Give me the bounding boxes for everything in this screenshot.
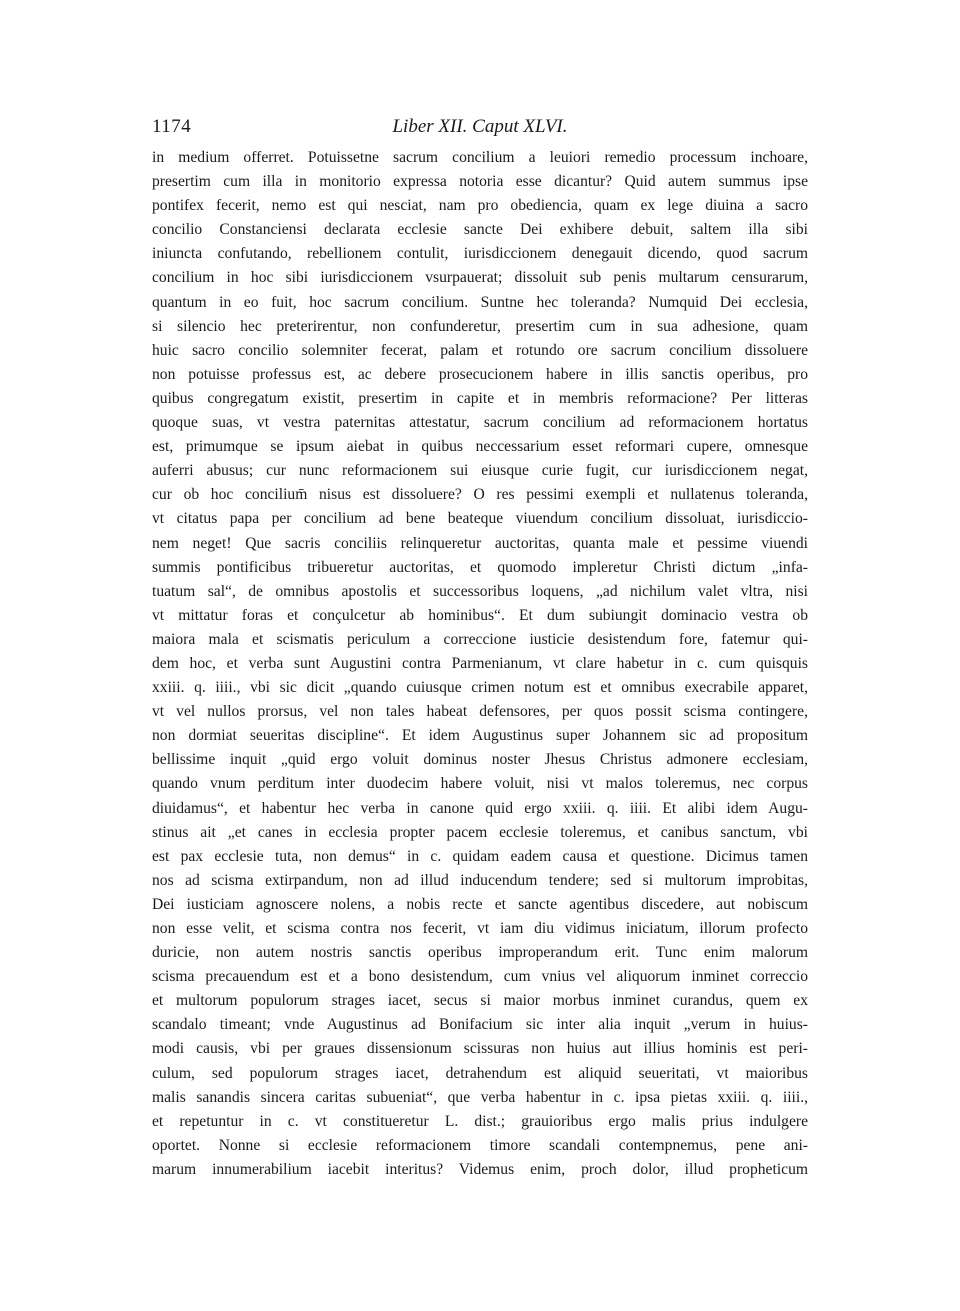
text-line: si silencio hec preterirentur, non confunderetur, presertim cum in sua adhesione, quam (152, 317, 808, 335)
text-line: et repetuntur in c. vt constitueretur L. dist.; grauioribus ergo malis prius indulgere (152, 1112, 808, 1130)
text-line: scisma precauendum est et a bono desistendum, cum vnius vel aliquorum inminet correccio (152, 968, 808, 986)
text-line: culum, sed populorum strages iacet, detrahendum est aliquid seueritati, vt maioribus (152, 1064, 808, 1082)
text-line: auferri abusus; cur nunc reformacionem sui eiusque curie fugit, cur iurisdiccionem negat, (152, 462, 808, 480)
text-line: presertim cum illa in monitorio expressa notoria esse dicantur? Quid autem summus ipse (152, 173, 808, 191)
text-line: quoque suas, vt vestra paternitas attestatur, sacrum concilium ad reformacionem hortatus (152, 414, 808, 432)
text-line: vt citatus papa per concilium ad bene beateque viuendum concilium dissoluat, iurisdiccio- (152, 510, 808, 528)
text-line: diuidamus“, et habentur hec verba in canone quid ergo xxiii. q. iiii. Et alibi idem Augu- (152, 799, 808, 817)
text-line: pontifex fecerit, nemo est qui nesciat, nam pro obediencia, quam ex lege diuina a sacro (152, 197, 808, 215)
text-line: quantum in eo fuit, hoc sacrum concilium. Suntne hec toleranda? Numquid Dei ecclesia, (152, 293, 808, 311)
text-line: quando vnum perditum inter duodecim habere voluit, nisi vt malos toleremus, nec corpus (152, 775, 808, 793)
text-line: cur ob hoc concilium̄ nisus est dissoluere? O res pessimi exempli et nullatenus toleranda, (152, 486, 808, 504)
text-line: et multorum populorum strages iacet, secus si maior morbus inminet curandus, quem ex (152, 992, 808, 1010)
text-line: iniuncta confutando, rebellionem contulit, iurisdiccionem denegauit dicendo, quod sacrum (152, 245, 808, 263)
text-line: non potuisse professus est, ac debere prosecucionem habere in illis sanctis operibus, pro (152, 365, 808, 383)
text-line: est, primumque se ipsum aiebat in quibus neccessarium esset reformari cupere, omnesque (152, 438, 808, 456)
text-line: nos ad scisma extirpandum, non ad illud inducendum tendere; sed si multorum improbitas, (152, 871, 808, 889)
text-line: nem neget! Que sacris conciliis relinqueretur auctoritas, quanta male et pessime viuendi (152, 534, 808, 552)
text-line: marum innumerabilium iacebit interitus? Videmus enim, proch dolor, illud propheticum (152, 1160, 808, 1178)
running-head: Liber XII. Caput XLVI. (392, 116, 568, 137)
text-line: tuatum sal“, de omnibus apostolis et successoribus loquens, „ad nichilum valet vltra, nisi (152, 582, 808, 600)
text-line: vt mittatur foras et conçulcetur ab hominibus“. Et dum subiungit dominacio vestra ob (152, 606, 808, 624)
text-line: oportet. Nonne si ecclesie reformacionem timore scandali contempnemus, pene ani- (152, 1136, 808, 1154)
text-line: stinus ait „et canes in ecclesia propter pacem ecclesie toleremus, et canibus sanctum, vbi (152, 823, 808, 841)
page-number: 1174 (152, 116, 192, 137)
text-line: dem hoc, et verba sunt Augustini contra Parmenianum, vt clare habetur in c. cum quisquis (152, 654, 808, 672)
text-line: concilium in hoc sibi iurisdiccionem vsurpauerat; dissoluit sub penis multarum censurarum, (152, 269, 808, 287)
text-line: est pax ecclesie tuta, non demus“ in c. quidam eadem causa et questione. Dicimus tamen (152, 847, 808, 865)
text-line: malis sanandis sincera caritas subueniat“, que verba habentur in c. ipsa pietas xxiii. q. iiii., (152, 1088, 808, 1106)
text-line: non dormiat seueritas discipline“. Et idem Augustinus super Johannem sic ad propositum (152, 727, 808, 745)
text-line: non esse velit, et scisma contra nos fecerit, vt iam diu vidimus iniciatum, illorum profecto (152, 920, 808, 937)
text-line: bellissime inquit „quid ergo voluit dominus noster Jhesus Christus admonere ecclesiam, (152, 751, 808, 769)
body-text (152, 146, 808, 1182)
text-line: quibus congregatum existit, presertim in capite et in membris reformacione? Per litteras (152, 389, 808, 407)
text-line: modi causis, vbi per graues dissensionum scissuras non huius aut illius hominis est peri- (152, 1040, 808, 1058)
page-header (152, 116, 808, 146)
text-line: in medium offerret. Potuissetne sacrum concilium a leuiori remedio processum inchoare, (152, 149, 808, 166)
text-line: concilio Constanciensi declarata ecclesie sancte Dei exhibere debuit, saltem illa sibi (152, 221, 808, 239)
text-line: Dei iusticiam agnoscere nolens, a nobis recte et sancte agentibus discedere, aut nobiscum (152, 895, 808, 913)
document-page (152, 116, 808, 1182)
text-line: xxiii. q. iiii., vbi sic dicit „quando cuiusque crimen notum est et omnibus execrabile apparet, (152, 679, 808, 697)
text-line: scandalo timeant; vnde Augustinus ad Bonifacium sic inter alia inquit „verum in huius- (152, 1016, 808, 1034)
text-line: huic sacro concilio solemniter fecerat, palam et rotundo ore sacrum concilium dissoluere (152, 341, 808, 359)
text-line: vt vel nullos prorsus, vel non tales habeat defensores, per quos possit scisma contingere, (152, 703, 808, 721)
text-line: summis pontificibus tribueretur auctoritas, et quomodo impleretur Christi dictum „infa- (152, 558, 808, 576)
text-line: duricie, non autem nostris sanctis operibus improperandum erit. Tunc enim malorum (152, 944, 808, 962)
text-line: maiora mala et scismatis periculum a correccione iusticie desistendum fore, fatemur qui- (152, 630, 808, 648)
